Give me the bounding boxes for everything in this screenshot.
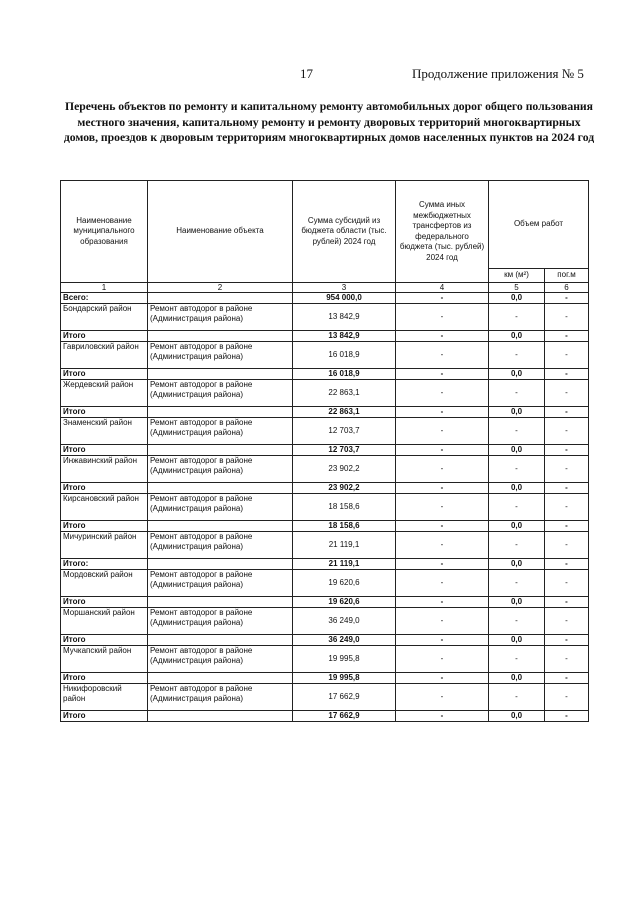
municipality-cell: Итого (61, 597, 148, 608)
volume-sqm-cell: - (545, 673, 589, 684)
object-cell (148, 445, 293, 456)
volume-km-cell: - (489, 342, 545, 369)
volume-sqm-cell: - (545, 521, 589, 532)
column-number: 1 (61, 283, 148, 293)
object-cell (148, 331, 293, 342)
total-row (61, 521, 589, 532)
subsidy-cell: 17 662,9 (293, 711, 396, 722)
volume-km-cell: 0,0 (489, 711, 545, 722)
volume-km-cell: 0,0 (489, 331, 545, 342)
subsidy-cell: 12 703,7 (293, 445, 396, 456)
volume-km-cell: - (489, 570, 545, 597)
object-cell: Ремонт автодорог в районе (Администрация района) (148, 380, 293, 407)
total-row (61, 369, 589, 380)
other-transfers-cell: - (396, 597, 489, 608)
volume-km-cell: - (489, 418, 545, 445)
volume-km-cell: 0,0 (489, 597, 545, 608)
header-other-transfers: Сумма иных межбюджетных трансфертов из федерального бюджета (тыс. рублей) 2024 год (396, 181, 489, 283)
other-transfers-cell: - (396, 456, 489, 483)
municipality-cell: Итого (61, 407, 148, 418)
other-transfers-cell: - (396, 711, 489, 722)
volume-sqm-cell: - (545, 445, 589, 456)
volume-km-cell: 0,0 (489, 483, 545, 494)
other-transfers-cell: - (396, 570, 489, 597)
object-row (61, 494, 589, 521)
column-number: 5 (489, 283, 545, 293)
municipality-cell: Бондарский район (61, 304, 148, 331)
subsidy-cell: 16 018,9 (293, 342, 396, 369)
subsidy-cell: 17 662,9 (293, 684, 396, 711)
volume-sqm-cell: - (545, 342, 589, 369)
object-cell: Ремонт автодорог в районе (Администрация района) (148, 646, 293, 673)
total-row (61, 445, 589, 456)
column-number: 4 (396, 283, 489, 293)
municipality-cell: Всего: (61, 293, 148, 304)
other-transfers-cell: - (396, 304, 489, 331)
object-row (61, 342, 589, 369)
subsidy-cell: 19 620,6 (293, 570, 396, 597)
header-subsidy: Сумма субсидий из бюджета области (тыс. рублей) 2024 год (293, 181, 396, 283)
subsidy-cell: 18 158,6 (293, 521, 396, 532)
subsidy-cell: 21 119,1 (293, 532, 396, 559)
municipality-cell: Кирсановский район (61, 494, 148, 521)
object-row (61, 684, 589, 711)
object-cell: Ремонт автодорог в районе (Администрация района) (148, 418, 293, 445)
volume-sqm-cell: - (545, 570, 589, 597)
total-row (61, 483, 589, 494)
volume-sqm-cell: - (545, 418, 589, 445)
object-row (61, 532, 589, 559)
volume-km-cell: 0,0 (489, 445, 545, 456)
header-volume: Объем работ (489, 181, 589, 269)
volume-km-cell: 0,0 (489, 293, 545, 304)
municipality-cell: Никифоровский район (61, 684, 148, 711)
other-transfers-cell: - (396, 407, 489, 418)
volume-sqm-cell: - (545, 483, 589, 494)
municipality-cell: Итого (61, 331, 148, 342)
other-transfers-cell: - (396, 380, 489, 407)
other-transfers-cell: - (396, 646, 489, 673)
municipality-cell: Итого (61, 711, 148, 722)
subsidy-cell: 21 119,1 (293, 559, 396, 570)
volume-km-cell: 0,0 (489, 369, 545, 380)
volume-km-cell: - (489, 304, 545, 331)
object-cell: Ремонт автодорог в районе (Администрация района) (148, 456, 293, 483)
object-row (61, 456, 589, 483)
volume-km-cell: 0,0 (489, 635, 545, 646)
municipality-cell: Мучкапский район (61, 646, 148, 673)
object-cell: Ремонт автодорог в районе (Администрация района) (148, 608, 293, 635)
object-cell (148, 711, 293, 722)
volume-sqm-cell: - (545, 331, 589, 342)
subsidy-cell: 23 902,2 (293, 456, 396, 483)
other-transfers-cell: - (396, 521, 489, 532)
volume-km-cell: 0,0 (489, 673, 545, 684)
object-row (61, 380, 589, 407)
volume-km-cell: 0,0 (489, 407, 545, 418)
other-transfers-cell: - (396, 559, 489, 570)
other-transfers-cell: - (396, 369, 489, 380)
volume-km-cell: - (489, 494, 545, 521)
municipality-cell: Итого (61, 483, 148, 494)
total-row (61, 407, 589, 418)
volume-km-cell: - (489, 608, 545, 635)
other-transfers-cell: - (396, 445, 489, 456)
total-row (61, 293, 589, 304)
other-transfers-cell: - (396, 293, 489, 304)
column-number: 2 (148, 283, 293, 293)
municipality-cell: Итого (61, 635, 148, 646)
object-cell (148, 559, 293, 570)
object-cell (148, 597, 293, 608)
volume-sqm-cell: - (545, 597, 589, 608)
total-row (61, 711, 589, 722)
header-sqm: пог.м (545, 269, 589, 283)
subsidy-cell: 16 018,9 (293, 369, 396, 380)
object-cell (148, 635, 293, 646)
other-transfers-cell: - (396, 494, 489, 521)
object-row (61, 608, 589, 635)
municipality-cell: Итого (61, 521, 148, 532)
subsidy-cell: 19 995,8 (293, 646, 396, 673)
municipality-cell: Инжавинский район (61, 456, 148, 483)
volume-sqm-cell: - (545, 407, 589, 418)
other-transfers-cell: - (396, 532, 489, 559)
object-cell (148, 369, 293, 380)
subsidy-cell: 36 249,0 (293, 608, 396, 635)
subsidy-cell: 13 842,9 (293, 331, 396, 342)
volume-sqm-cell: - (545, 369, 589, 380)
subsidy-cell: 19 620,6 (293, 597, 396, 608)
object-cell: Ремонт автодорог в районе (Администрация района) (148, 304, 293, 331)
other-transfers-cell: - (396, 418, 489, 445)
municipality-cell: Итого: (61, 559, 148, 570)
volume-sqm-cell: - (545, 559, 589, 570)
other-transfers-cell: - (396, 608, 489, 635)
subsidy-cell: 12 703,7 (293, 418, 396, 445)
volume-sqm-cell: - (545, 684, 589, 711)
subsidy-cell: 13 842,9 (293, 304, 396, 331)
other-transfers-cell: - (396, 342, 489, 369)
object-cell: Ремонт автодорог в районе (Администрация района) (148, 532, 293, 559)
volume-sqm-cell: - (545, 608, 589, 635)
total-row (61, 331, 589, 342)
volume-sqm-cell: - (545, 456, 589, 483)
header-municipality: Наименование муниципального образования (61, 181, 148, 283)
municipality-cell: Итого (61, 673, 148, 684)
object-cell (148, 483, 293, 494)
volume-km-cell: - (489, 532, 545, 559)
column-number: 3 (293, 283, 396, 293)
other-transfers-cell: - (396, 673, 489, 684)
object-cell (148, 673, 293, 684)
municipality-cell: Жердевский район (61, 380, 148, 407)
other-transfers-cell: - (396, 331, 489, 342)
volume-sqm-cell: - (545, 532, 589, 559)
object-cell: Ремонт автодорог в районе (Администрация района) (148, 494, 293, 521)
object-row (61, 646, 589, 673)
municipality-cell: Моршанский район (61, 608, 148, 635)
object-cell: Ремонт автодорог в районе (Администрация района) (148, 342, 293, 369)
volume-sqm-cell: - (545, 635, 589, 646)
volume-km-cell: - (489, 684, 545, 711)
volume-km-cell: - (489, 380, 545, 407)
column-number-row (61, 283, 589, 293)
municipality-cell: Знаменский район (61, 418, 148, 445)
municipality-cell: Гавриловский район (61, 342, 148, 369)
volume-sqm-cell: - (545, 646, 589, 673)
object-cell (148, 521, 293, 532)
volume-sqm-cell: - (545, 711, 589, 722)
total-row (61, 597, 589, 608)
appendix-continuation-label: Продолжение приложения № 5 (412, 66, 584, 81)
municipality-cell: Мичуринский район (61, 532, 148, 559)
document-title: Перечень объектов по ремонту и капитальному ремонту автомобильных дорог общего пользования местного значения, капитальному ремонту и ремонту дворовых территорий многоквартирных домов, проездов к дворовым территориям многоквартирных домов населенных пунктов на 2024 год (63, 100, 595, 144)
volume-sqm-cell: - (545, 380, 589, 407)
total-row (61, 559, 589, 570)
volume-km-cell: - (489, 646, 545, 673)
volume-km-cell: 0,0 (489, 521, 545, 532)
column-number: 6 (545, 283, 589, 293)
other-transfers-cell: - (396, 635, 489, 646)
municipality-cell: Итого (61, 445, 148, 456)
object-cell (148, 293, 293, 304)
object-row (61, 304, 589, 331)
object-cell: Ремонт автодорог в районе (Администрация района) (148, 570, 293, 597)
object-cell (148, 407, 293, 418)
volume-sqm-cell: - (545, 293, 589, 304)
subsidy-cell: 23 902,2 (293, 483, 396, 494)
subsidy-cell: 954 000,0 (293, 293, 396, 304)
page-number: 17 (300, 66, 313, 81)
subsidy-cell: 36 249,0 (293, 635, 396, 646)
object-row (61, 570, 589, 597)
subsidy-cell: 18 158,6 (293, 494, 396, 521)
volume-km-cell: 0,0 (489, 559, 545, 570)
municipality-cell: Итого (61, 369, 148, 380)
objects-table (60, 180, 589, 722)
subsidy-cell: 22 863,1 (293, 407, 396, 418)
header-object: Наименование объекта (148, 181, 293, 283)
other-transfers-cell: - (396, 684, 489, 711)
other-transfers-cell: - (396, 483, 489, 494)
municipality-cell: Мордовский район (61, 570, 148, 597)
volume-km-cell: - (489, 456, 545, 483)
volume-sqm-cell: - (545, 304, 589, 331)
total-row (61, 673, 589, 684)
object-cell: Ремонт автодорог в районе (Администрация района) (148, 684, 293, 711)
volume-sqm-cell: - (545, 494, 589, 521)
header-km: км (м²) (489, 269, 545, 283)
object-row (61, 418, 589, 445)
subsidy-cell: 19 995,8 (293, 673, 396, 684)
subsidy-cell: 22 863,1 (293, 380, 396, 407)
total-row (61, 635, 589, 646)
